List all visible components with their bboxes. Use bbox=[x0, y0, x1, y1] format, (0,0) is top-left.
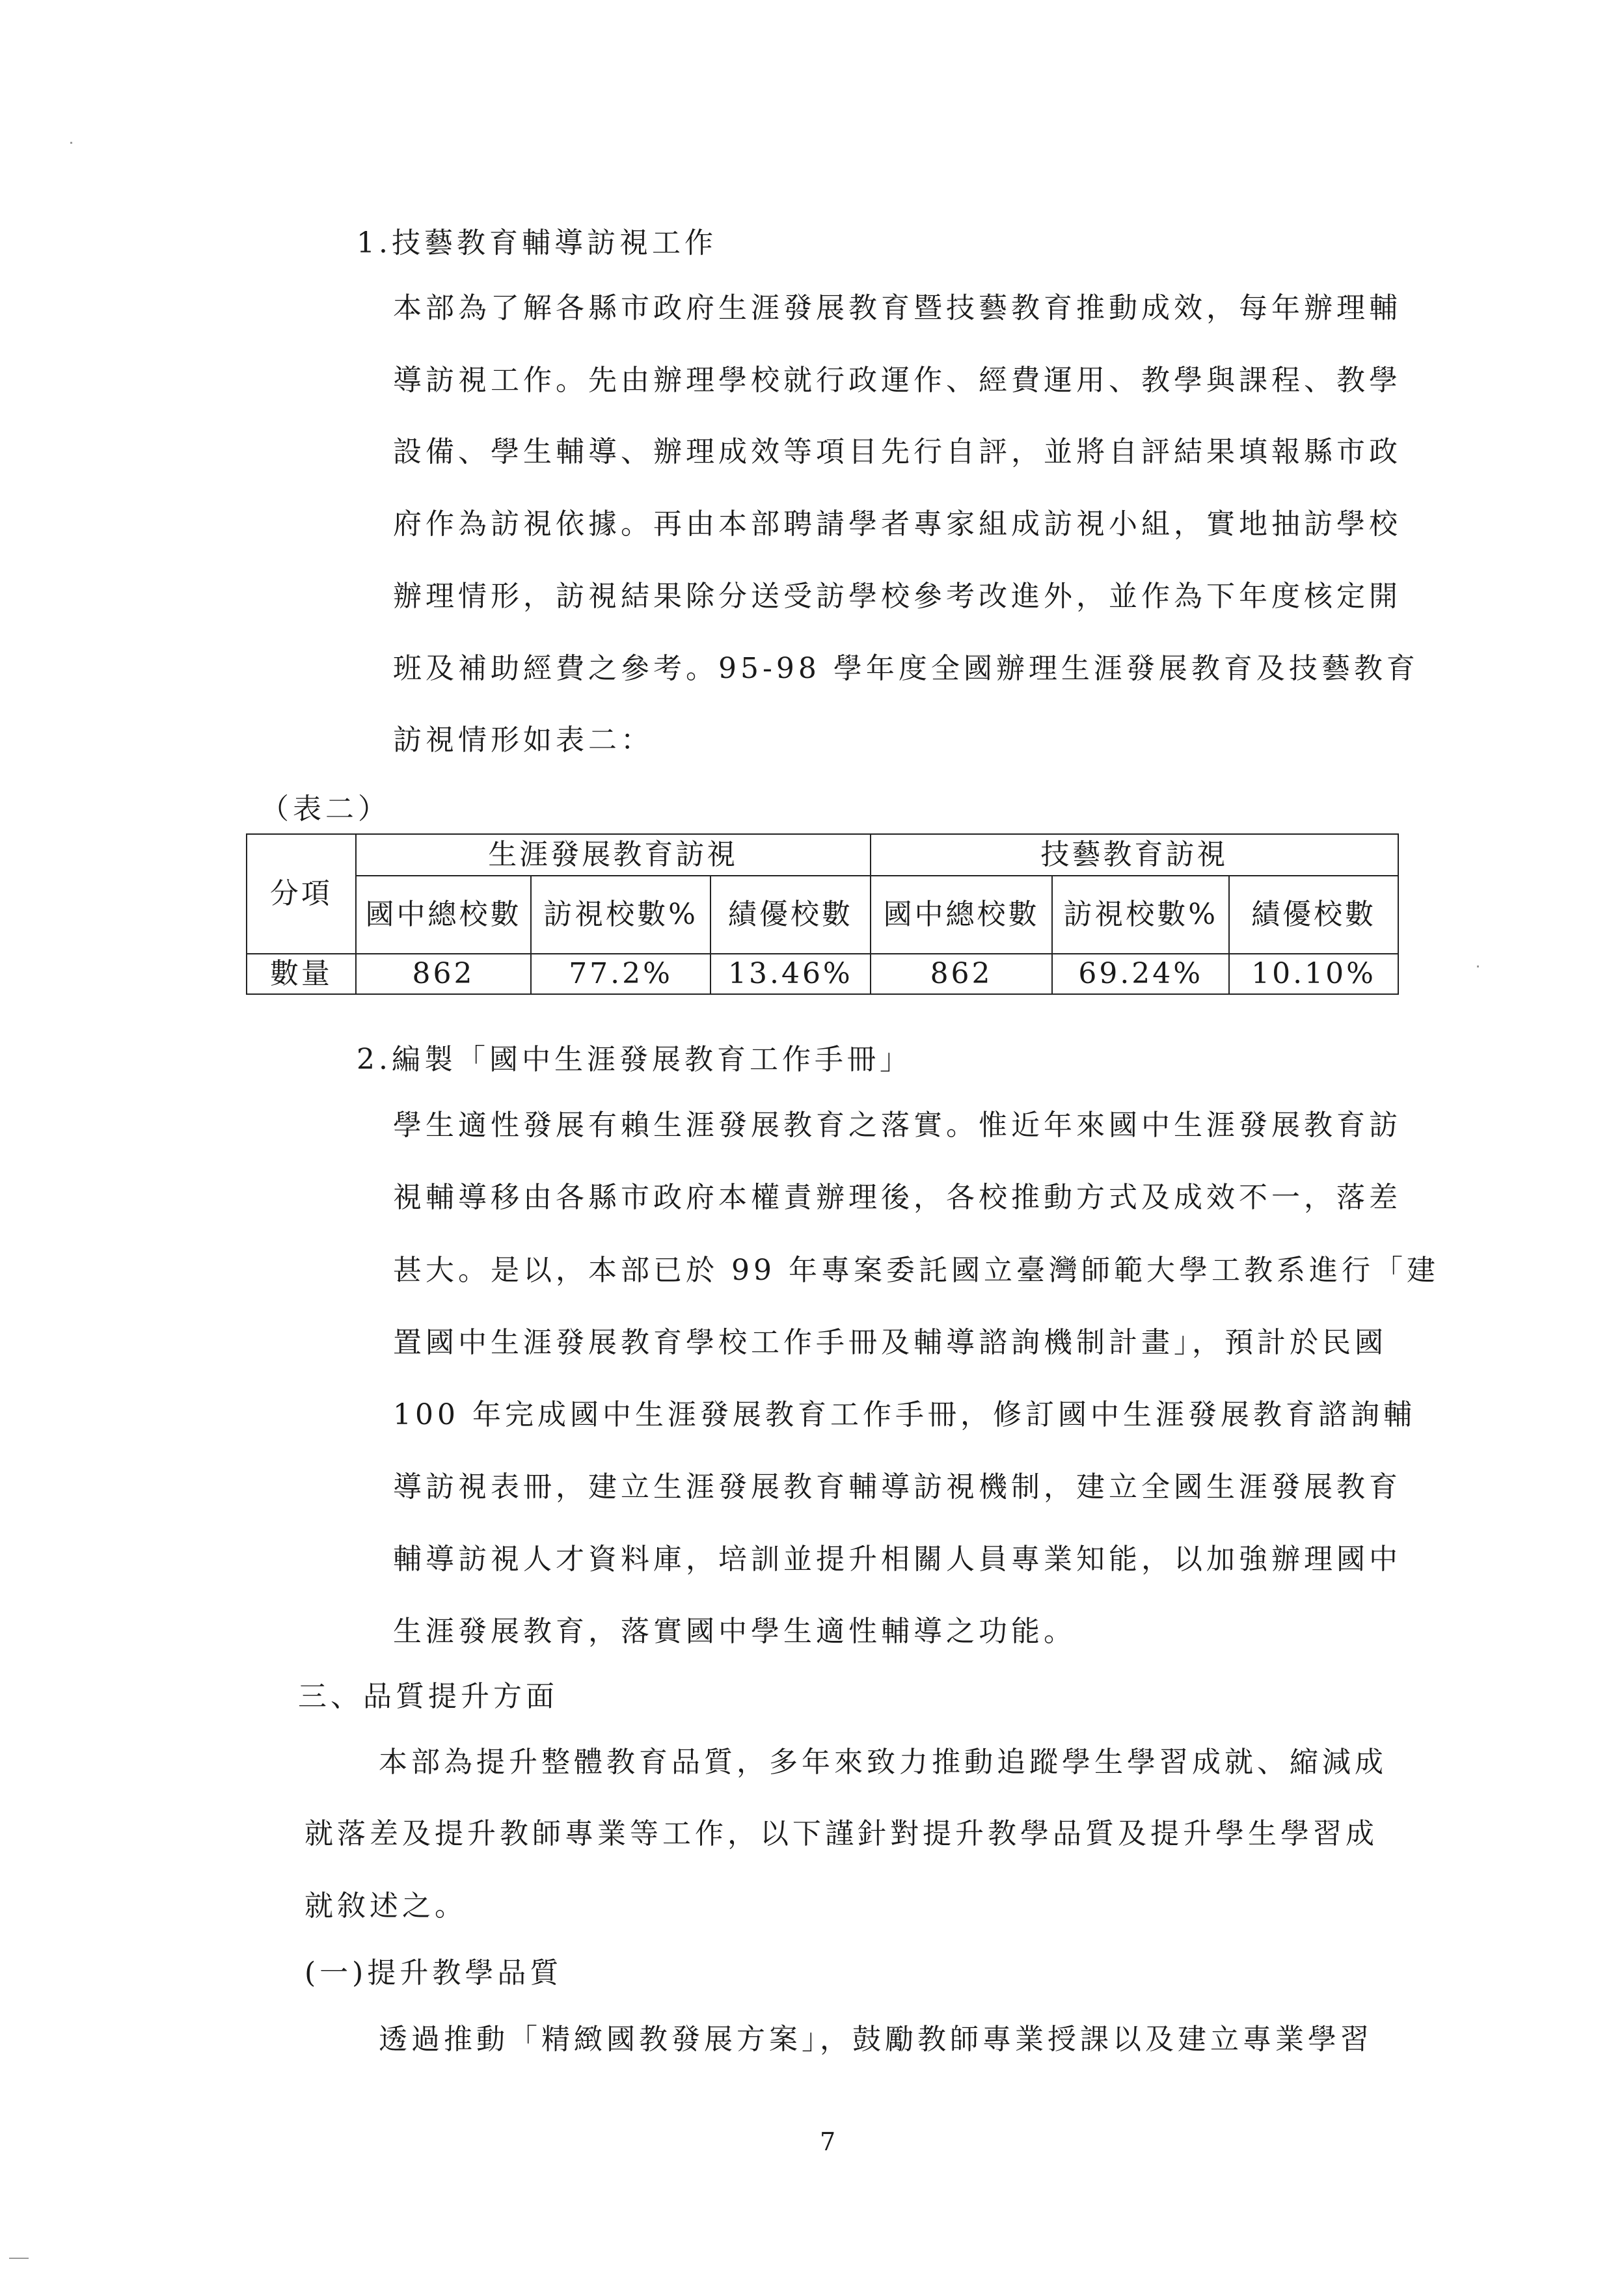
section-2-line: 視輔導移由各縣市政府本權責辦理後，各校推動方式及成效不一，落差 bbox=[393, 1181, 1401, 1214]
section-3-line: 本部為提升整體教育品質，多年來致力推動追蹤學生學習成就、縮減成 bbox=[379, 1746, 1387, 1779]
section-1-line: 本部為了解各縣市政府生涯發展教育暨技藝教育推動成效，每年辦理輔 bbox=[393, 291, 1401, 325]
section-2-line: 導訪視表冊，建立生涯發展教育輔導訪視機制，建立全國生涯發展教育 bbox=[393, 1470, 1401, 1504]
column-header: 訪視校數% bbox=[531, 876, 710, 954]
page-number: 7 bbox=[820, 2128, 836, 2156]
section-2-title: 2.編製「國中生涯發展教育工作手冊」 bbox=[357, 1043, 912, 1076]
table-cell: 862 bbox=[356, 954, 532, 994]
section-2-line: 生涯發展教育，落實國中學生適性輔導之功能。 bbox=[393, 1615, 1076, 1648]
section-1-title: 1.技藝教育輔導訪視工作 bbox=[357, 226, 717, 260]
table-cell: 10.10% bbox=[1229, 954, 1398, 994]
table-2 bbox=[246, 833, 1399, 995]
group-header-vocational: 技藝教育訪視 bbox=[871, 834, 1398, 876]
scan-speck bbox=[1477, 966, 1479, 967]
section-3-title: 三、品質提升方面 bbox=[298, 1680, 558, 1713]
section-1-line: 班及補助經費之參考。95-98 學年度全國辦理生涯發展教育及技藝教育 bbox=[393, 652, 1419, 685]
table-cell: 77.2% bbox=[531, 954, 710, 994]
table-caption: （表二） bbox=[260, 792, 390, 826]
column-header: 訪視校數% bbox=[1052, 876, 1229, 954]
table-cell: 69.24% bbox=[1052, 954, 1229, 994]
table-cell: 862 bbox=[871, 954, 1053, 994]
section-2-line: 甚大。是以，本部已於 99 年專案委託國立臺灣師範大學工教系進行「建 bbox=[393, 1254, 1439, 1287]
section-2-line: 100 年完成國中生涯發展教育工作手冊，修訂國中生涯發展教育諮詢輔 bbox=[393, 1398, 1416, 1431]
section-1-line: 導訪視工作。先由辦理學校就行政運作、經費運用、教學與課程、教學 bbox=[393, 364, 1401, 397]
section-1-line: 設備、學生輔導、辦理成效等項目先行自評，並將自評結果填報縣市政 bbox=[393, 435, 1401, 468]
section-2-line: 學生適性發展有賴生涯發展教育之落實。惟近年來國中生涯發展教育訪 bbox=[393, 1109, 1401, 1142]
section-1-line: 辦理情形，訪視結果除分送受訪學校參考改進外，並作為下年度核定開 bbox=[393, 580, 1401, 613]
scan-speck bbox=[9, 2258, 29, 2259]
table-cell: 13.46% bbox=[710, 954, 871, 994]
column-header: 國中總校數 bbox=[356, 876, 532, 954]
column-header: 績優校數 bbox=[710, 876, 871, 954]
table-row bbox=[247, 954, 1398, 994]
section-1-line: 訪視情形如表二： bbox=[393, 723, 653, 757]
section-1-line: 府作為訪視依據。再由本部聘請學者專家組成訪視小組，實地抽訪學校 bbox=[393, 507, 1401, 541]
section-3-line: 就敘述之。 bbox=[304, 1889, 467, 1923]
section-2-line: 置國中生涯發展教育學校工作手冊及輔導諮詢機制計畫」，預計於民國 bbox=[393, 1326, 1387, 1359]
row-label: 數量 bbox=[247, 954, 356, 994]
item-header-cell: 分項 bbox=[247, 834, 356, 954]
scan-speck bbox=[70, 142, 72, 144]
column-header: 國中總校數 bbox=[871, 876, 1053, 954]
column-header: 績優校數 bbox=[1229, 876, 1398, 954]
group-header-career: 生涯發展教育訪視 bbox=[356, 834, 871, 876]
section-4-line: 透過推動「精緻國教發展方案」，鼓勵教師專業授課以及建立專業學習 bbox=[379, 2023, 1373, 2056]
section-4-title: (一)提升教學品質 bbox=[304, 1956, 563, 1990]
section-3-line: 就落差及提升教師專業等工作，以下謹針對提升教學品質及提升學生學習成 bbox=[304, 1817, 1378, 1850]
section-2-line: 輔導訪視人才資料庫，培訓並提升相關人員專業知能，以加強辦理國中 bbox=[393, 1543, 1401, 1576]
